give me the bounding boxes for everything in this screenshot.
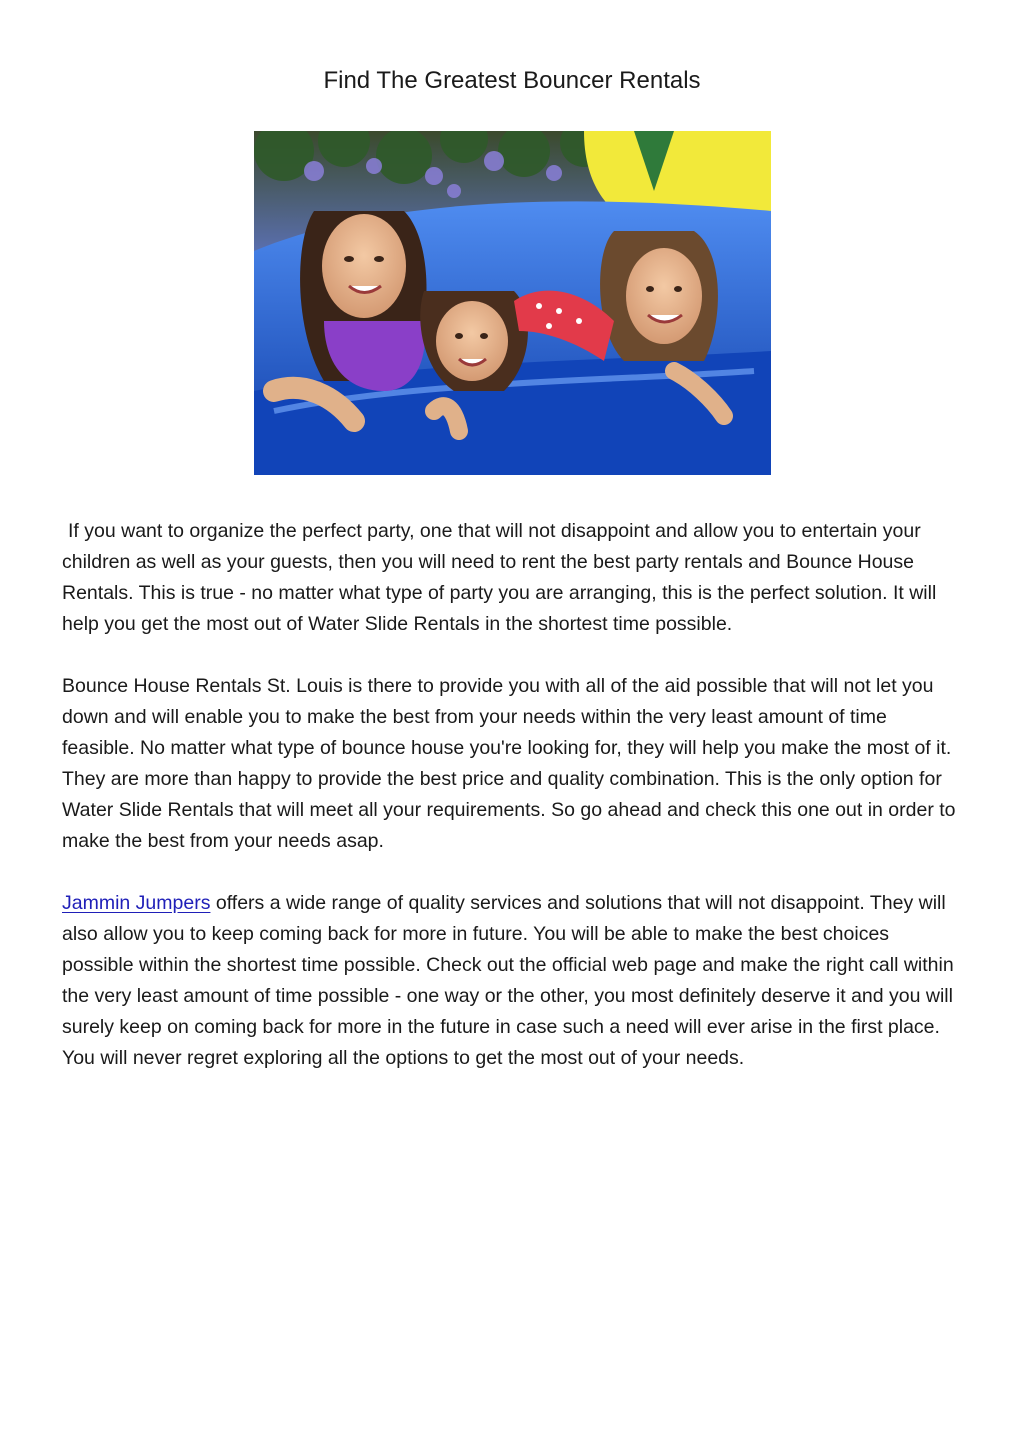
- paragraph-intro: If you want to organize the perfect party, one that will not disappoint and allow you to entertain your children as well as your guests, then you will need to rent the best party rentals and Bounce House Rentals. This is true - no matter what type of party you are arranging, this is the perfect solution. It will help you get the most out of Water Slide Rentals in the shortest time possible.: [62, 520, 937, 635]
- paragraph-jammin-jumpers: [62, 888, 962, 1074]
- hero-photo: [254, 131, 771, 475]
- paragraph-st-louis: Bounce House Rentals St. Louis is there to provide you with all of the aid possible that will not let you down and will enable you to make the best from your needs within the very least amount of time feasible. No matter what type of bounce house you're looking for, they will help you make the most of it. They are more than happy to provide the best price and quality combination. This is the only option for Water Slide Rentals that will meet all your requirements. So go ahead and check this one out in order to make the best from your needs asap.: [62, 675, 956, 852]
- article-body: [62, 516, 962, 1105]
- paragraph-jammin-jumpers-text: offers a wide range of quality services and solutions that will not disappoint. They will also allow you to keep coming back for more in future. You will be able to make the best choices possible within the shortest time possible. Check out the official web page and make the right call within the very least amount of time possible - one way or the other, you most definitely deserve it and you will surely keep on coming back for more in the future in case such a need will ever arise in the first place. You will never regret exploring all the options to get the most out of your needs.: [62, 892, 954, 1069]
- page-title: Find The Greatest Bouncer Rentals: [323, 67, 701, 94]
- jammin-jumpers-link[interactable]: Jammin Jumpers: [62, 892, 211, 914]
